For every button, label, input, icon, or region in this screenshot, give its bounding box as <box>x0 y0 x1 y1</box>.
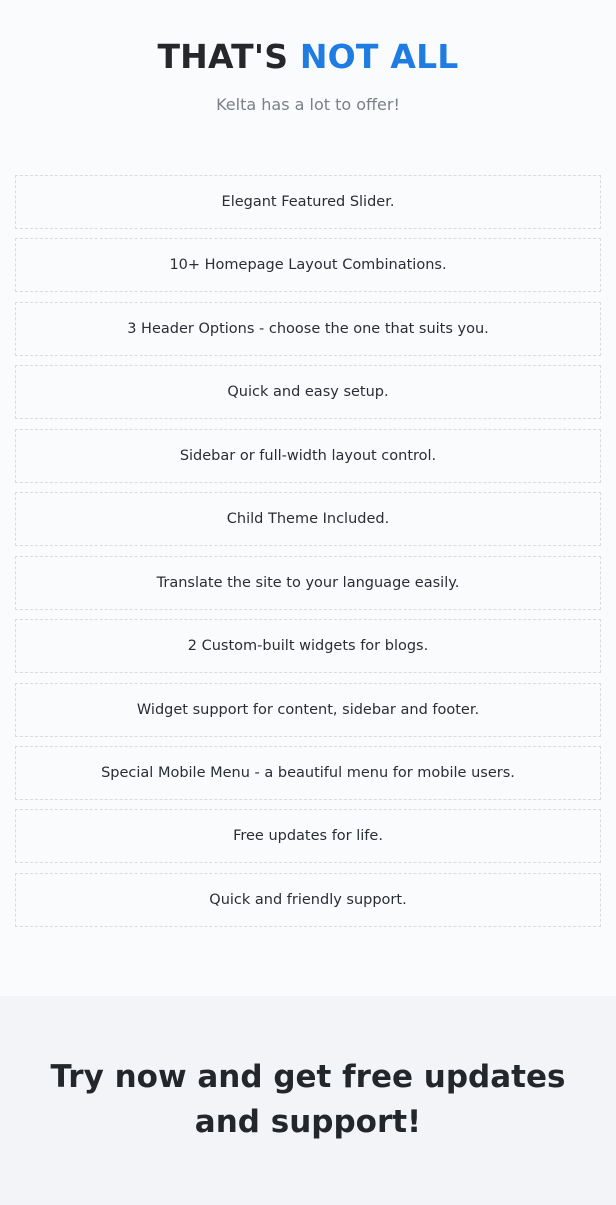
feature-item-slider: Elegant Featured Slider. <box>15 175 601 229</box>
feature-item-mobile-menu: Special Mobile Menu - a beautiful menu for mobile users. <box>15 746 601 800</box>
section-subtitle: Kelta has a lot to offer! <box>216 95 400 114</box>
feature-item-headers: 3 Header Options - choose the one that suits you. <box>15 302 601 356</box>
cta-heading: Try now and get free updates and support! <box>50 1059 566 1140</box>
feature-item-translate: Translate the site to your language easily. <box>15 556 601 610</box>
feature-item-setup: Quick and easy setup. <box>15 365 601 419</box>
feature-item-sidebar: Sidebar or full-width layout control. <box>15 429 601 483</box>
feature-item-updates: Free updates for life. <box>15 809 601 863</box>
feature-list <box>15 175 601 936</box>
cta-section <box>0 996 616 1205</box>
section-heading <box>0 36 616 78</box>
heading-text: THAT'S <box>157 37 289 76</box>
heading-accent-text: NOT ALL <box>299 37 459 76</box>
feature-item-widget-support: Widget support for content, sidebar and footer. <box>15 683 601 737</box>
feature-item-support: Quick and friendly support. <box>15 873 601 927</box>
feature-item-child-theme: Child Theme Included. <box>15 492 601 546</box>
feature-item-layouts: 10+ Homepage Layout Combinations. <box>15 238 601 292</box>
feature-item-widgets: 2 Custom-built widgets for blogs. <box>15 619 601 673</box>
